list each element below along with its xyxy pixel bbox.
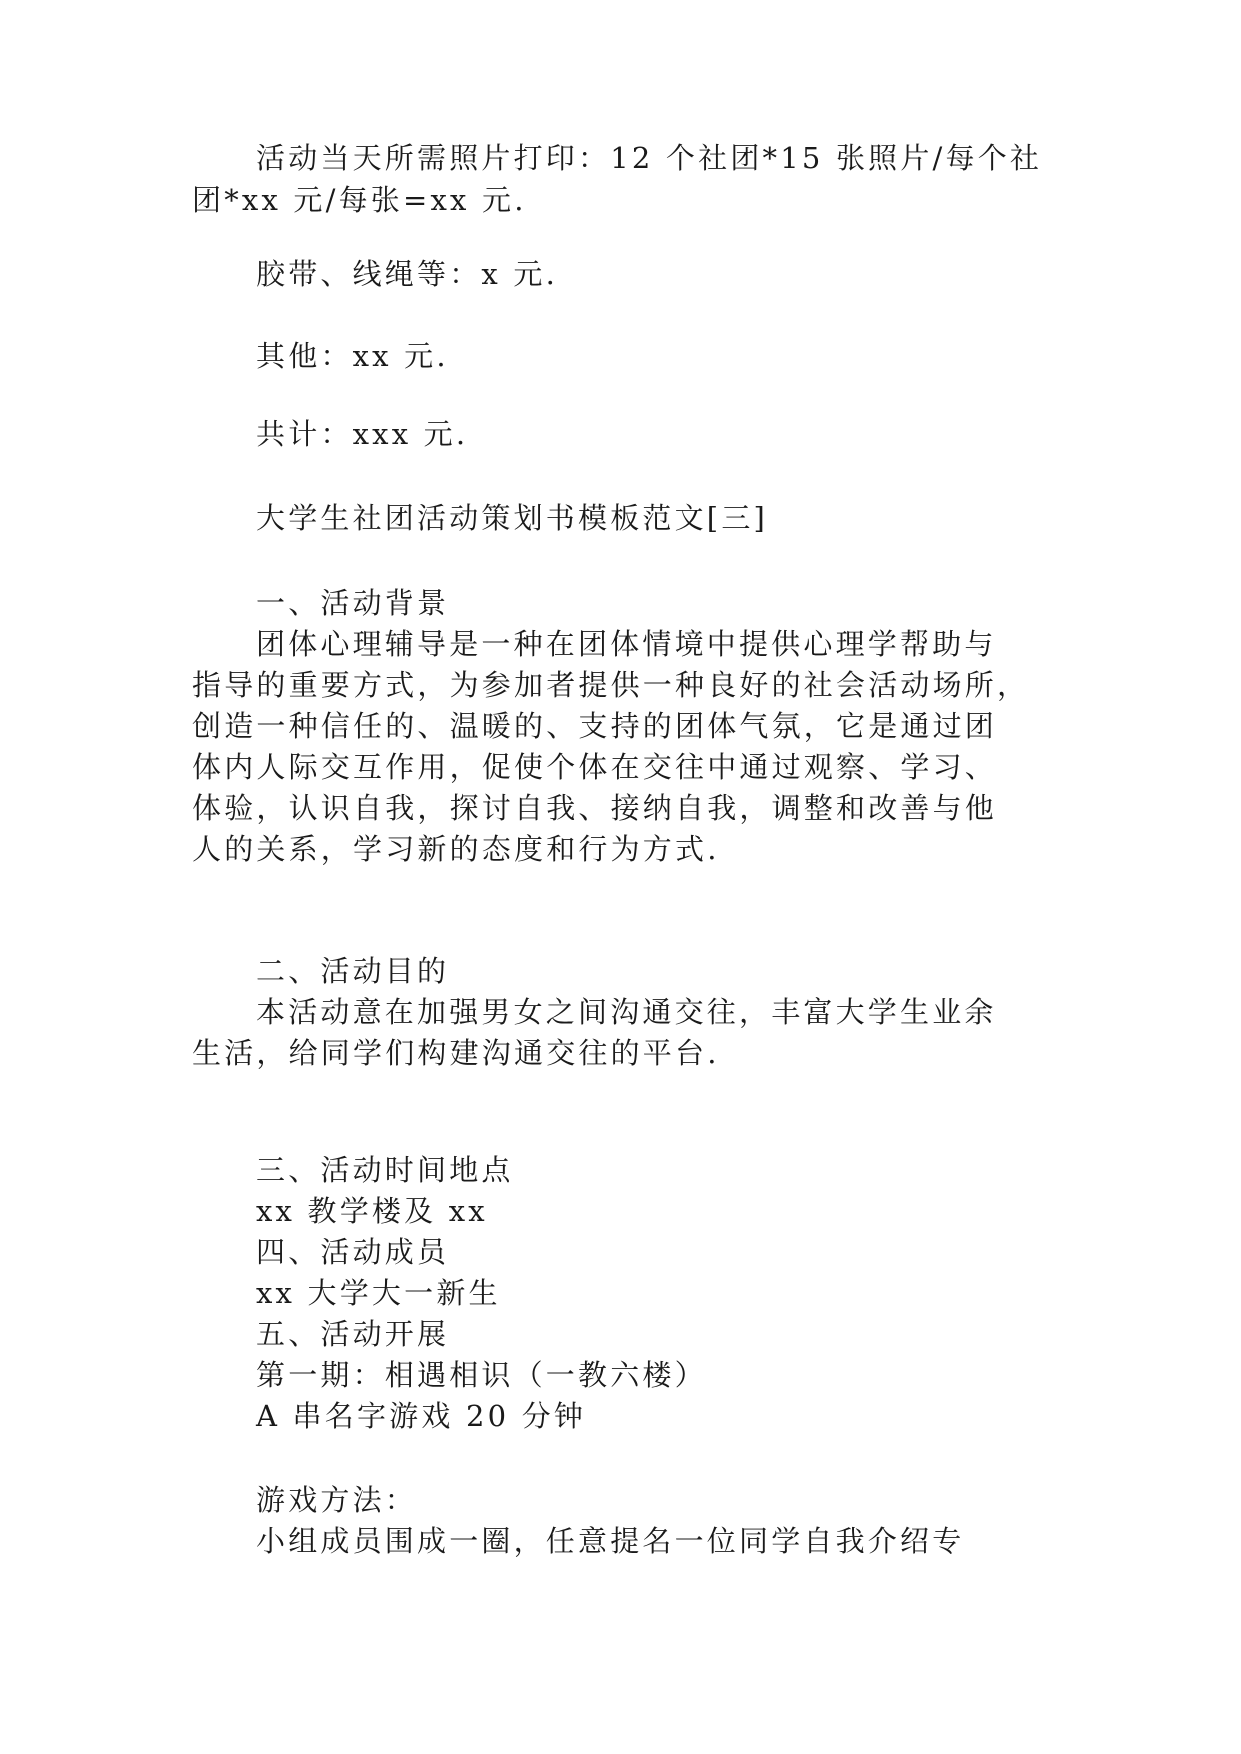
background-line: 团体心理辅导是一种在团体情境中提供心理学帮助与 [256, 627, 997, 661]
development-heading: 五、活动开展 [256, 1317, 450, 1351]
background-line: 人的关系，学习新的态度和行为方式. [192, 832, 720, 866]
background-line: 体内人际交互作用，促使个体在交往中通过观察、学习、 [192, 750, 998, 784]
members-heading: 四、活动成员 [256, 1235, 450, 1269]
method-line: 小组成员围成一圈，任意提名一位同学自我介绍专 [256, 1524, 965, 1558]
purpose-heading: 二、活动目的 [256, 954, 450, 988]
budget-other: 其他：xx 元. [256, 339, 449, 373]
background-heading: 一、活动背景 [256, 586, 450, 620]
development-game: A 串名字游戏 20 分钟 [256, 1399, 587, 1433]
budget-tape-rope: 胶带、线绳等：x 元. [256, 257, 558, 291]
purpose-line: 本活动意在加强男女之间沟通交往，丰富大学生业余 [256, 995, 997, 1029]
section-title: 大学生社团活动策划书模板范文[三] [256, 501, 769, 535]
background-line: 创造一种信任的、温暖的、支持的团体气氛，它是通过团 [192, 709, 998, 743]
purpose-line: 生活，给同学们构建沟通交往的平台. [192, 1036, 720, 1070]
time-place-value: xx 教学楼及 xx [256, 1194, 488, 1228]
budget-photo-print-line2: 团*xx 元/每张=xx 元. [192, 183, 527, 217]
development-phase1: 第一期：相遇相识（一教六楼） [256, 1358, 707, 1392]
members-value: xx 大学大一新生 [256, 1276, 501, 1310]
time-place-heading: 三、活动时间地点 [256, 1153, 514, 1187]
method-label: 游戏方法： [256, 1483, 418, 1517]
budget-photo-print-line1: 活动当天所需照片打印：12 个社团*15 张照片/每个社 [256, 141, 1043, 175]
background-line: 体验，认识自我，探讨自我、接纳自我，调整和改善与他 [192, 791, 998, 825]
background-line: 指导的重要方式，为参加者提供一种良好的社会活动场所， [192, 668, 1030, 702]
budget-total: 共计：xxx 元. [256, 417, 469, 451]
